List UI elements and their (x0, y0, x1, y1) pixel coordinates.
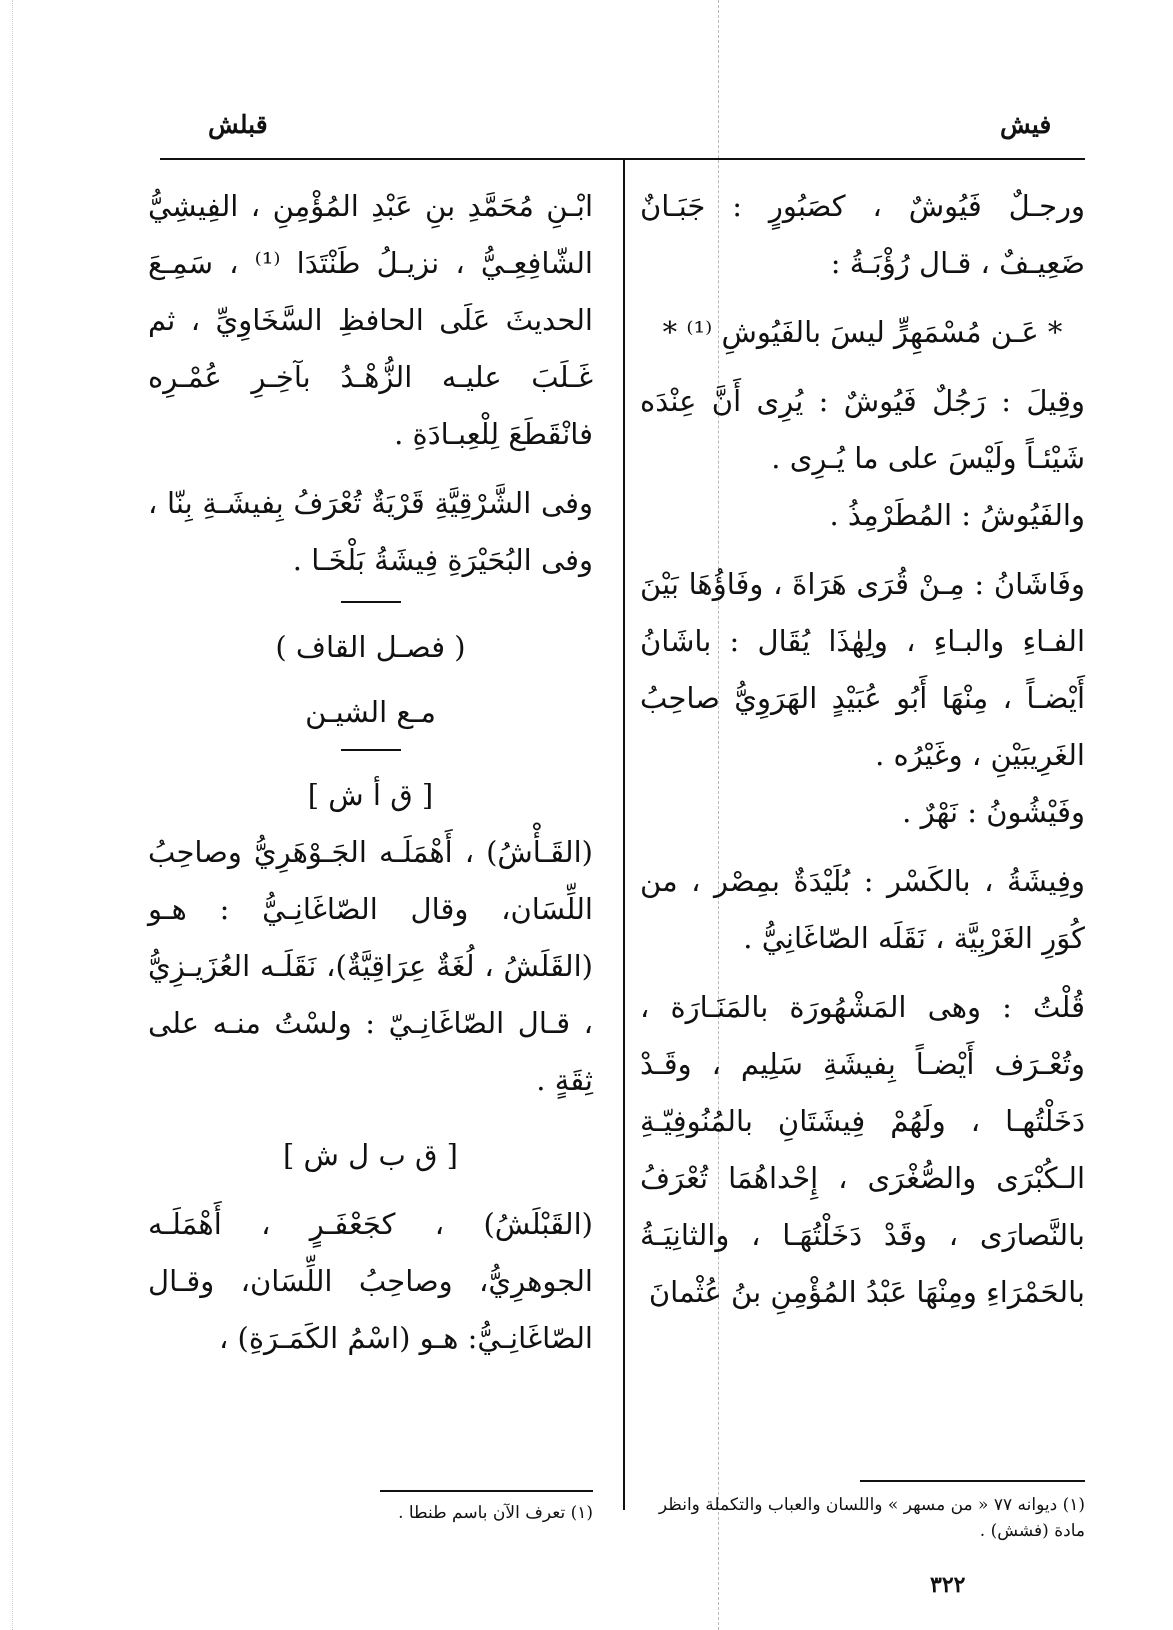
entry-head: [ ق أ ش ] (307, 778, 434, 812)
section-separator (341, 601, 401, 603)
page-number: ٣٢٢ (930, 1572, 966, 1598)
paragraph: والفَيُوشُ : المُطَرْمِذُ . (829, 498, 1085, 532)
page-edge-line (12, 0, 13, 1630)
entry-head: [ ق ب ل ش ] (283, 1138, 458, 1172)
paragraph: قُلْتُ : وهى المَشْهُورَة بالمَنَـارَة ، وتُعْـرَف أَيْضـاً بِفيشَةِ سَلِيم ، وقَـدْ دَخَلْتُهـا ، ولَهُمْ فِيشَتَانِ بالمُنُوفِيّـةِ الـكُبْرَى والصُّغْرَى ، إِحْداهُمَا تُعْرَفُ بالنَّصارَى ، وقَدْ دَخَلْتُهَـا ، والثانِيَـةُ بالحَمْرَاءِ ومِنْهَا عَبْدُ المُؤْمِنِ بنُ عُثْمانَ (640, 990, 1085, 1309)
paragraph: وفَيْشُونُ : نَهْرٌ . (902, 795, 1085, 829)
footnote-right: (١) ديوانه ٧٧ « من مسهر » واللسان والعباب والتكملة وانظر مادة (فشش) . (658, 1495, 1085, 1541)
running-header-right: فيش (1000, 110, 1052, 139)
left-column (148, 178, 593, 1367)
paragraph: وفِيشَةُ ، بالكَسْر : بُلَيْدَةٌ بمِصْر ، من كُوَرِ الغَرْبِيَّة ، نَقَلَه الصّاغَانِيُّ . (640, 864, 1085, 955)
subtitle-rule (341, 749, 401, 751)
footnote-left: (١) تعرف الآن باسم طنطا . (398, 1503, 593, 1523)
column-divider (623, 160, 625, 1510)
paragraph: وفى الشَّرْقِيَّةِ قَرْيَةٌ تُعْرَفُ بِفيشَـةِ بِنّا ، وفى البُحَيْرَةِ فِيشَةُ بَلْخَـا . (148, 486, 593, 577)
entry-text: (القَـأْشُ) ، أَهْمَلَـه الجَـوْهَرِيُّ وصاحِبُ اللِّسَان، وقال الصّاغَانِـيُّ : هـو (القَلَشُ ، لُغَةٌ عِرَاقِيَّةٌ)، نَقَلَـه العُزَيـزِيُّ ، قـال الصّاغَانِـيّ : ولسْتُ منـه على ثِقَةٍ . (148, 835, 593, 1097)
paragraph: ورجـلٌ فَيُوشٌ ، كصَبُورٍ : جَبَـانٌ ضَعِيـفٌ ، قـال رُؤْبَـةُ : (640, 189, 1085, 280)
section-subtitle: مـع الشيـن (305, 695, 436, 729)
footnote-rule-right (860, 1480, 1085, 1482)
footnote-rule-left (380, 1490, 593, 1492)
paragraph: وفَاشَانُ : مِـنْ قُرَى هَرَاةَ ، وفَاؤُهَا بَيْنَ الفـاءِ والبـاءِ ، ولِهٰذَا يُقَال : باشَانُ أَيْضـاً ، مِنْهَا أَبُو عُبَيْدٍ الهَرَوِيُّ صاحِبُ الغَرِيبَيْنِ ، وغَيْرُه . (640, 567, 1085, 772)
paragraph: ابْـنِ مُحَمَّدِ بنِ عَبْدِ المُؤْمِنِ ، الفِيشِيُّ الشّافِعِـيُّ ، نزيـلُ طَنْتَدَا ⁽¹⁾ ، سَمِـعَ الحديثَ عَلَى الحافظِ السَّخَاوِيِّ ، ثم غَـلَبَ عليـه الزُّهْـدُ بآخِـرِ عُمْـرِه فانْقَطَعَ لِلْعِبـادَةِ . (148, 189, 593, 451)
paragraph: وقِيلَ : رَجُلٌ فَيُوشٌ : يُرِى أَنَّ عِنْدَه شَيْئـاً ولَيْسَ على ما يُـرِى . (640, 384, 1085, 475)
entry-text: (القَبْلَشُ) ، كجَعْفَـرٍ ، أَهْمَلَـه الجوهرِيُّ، وصاحِبُ اللِّسَان، وقـال الصّاغَانِـيُّ: هـو (اسْمُ الكَمَـرَةِ) ، (148, 1207, 593, 1355)
running-header-left: قبلش (208, 110, 268, 139)
verse-line: * عَـن مُسْمَهِرٍّ ليسَ بالفَيُوشِ ⁽¹⁾ * (662, 315, 1063, 349)
section-title: ( فصـل القاف ) (275, 630, 466, 664)
right-column (640, 178, 1085, 1321)
